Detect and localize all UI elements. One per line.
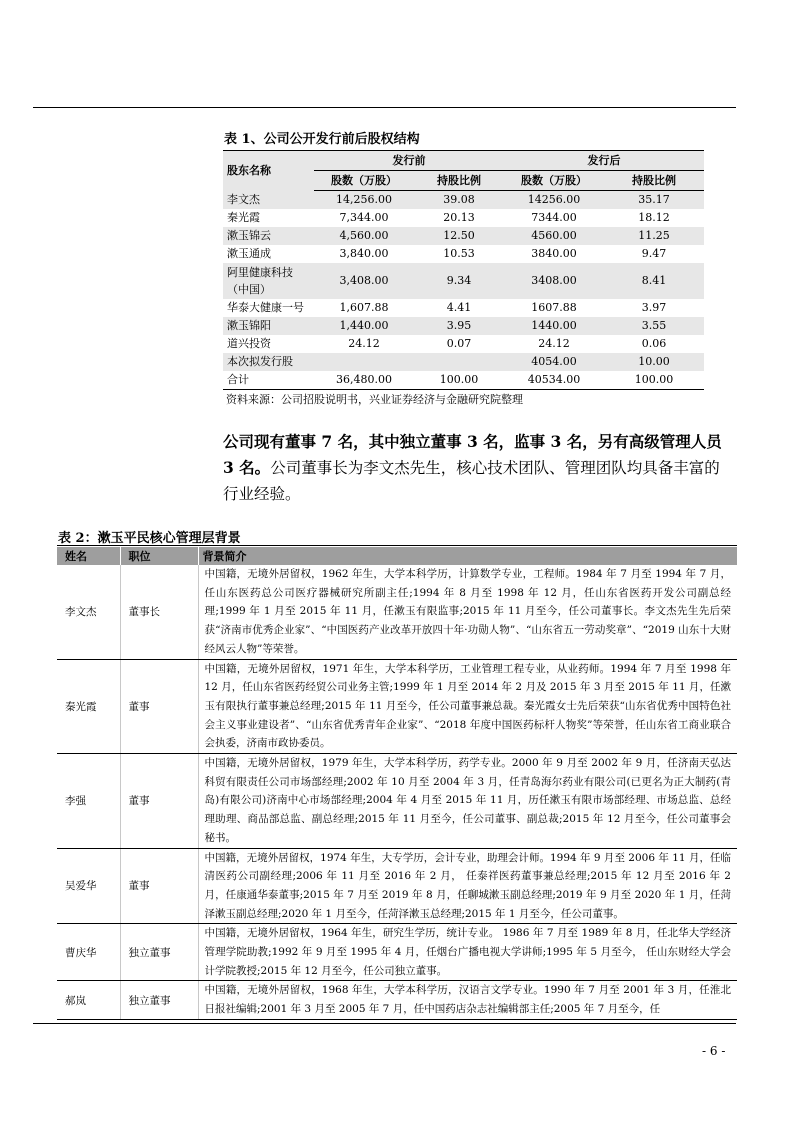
before-shares-cell: 1,607.88 bbox=[339, 301, 389, 314]
holder-name-cell: 秦光霞 bbox=[227, 211, 260, 224]
table1-header-row-1 bbox=[223, 151, 704, 171]
table2-header-row bbox=[57, 547, 737, 565]
summary-paragraph bbox=[223, 429, 723, 507]
footer-rule bbox=[33, 1023, 736, 1024]
before-shares-cell: 3,408.00 bbox=[314, 263, 414, 299]
member-background-cell: 中国籍，无境外居留权，1979 年生，大学本科学历，药学专业。2000 年 9 月至 2002 年 9 月，任济南天弘达科贸有限责任公司市场部经理;2002 年 10 月至 2004 年 3 月，任青岛海尔药业有限公司(已更名为正大制药(青岛)有限公司)济南中心市场部经理;2004 年 4 月至 2015 年 11 月，历任漱玉有限市场部经理、市场总监、总经理助理、商品部总监、副总经理;2015 年 11 月至今，任公司董事、副总裁;2015 年 12 月至今，任公司董事会秘书。 bbox=[198, 754, 737, 849]
table1-title: 表 1、公司公开发行前后股权结构 bbox=[224, 132, 420, 147]
holder-name-cell: 漱玉通成 bbox=[227, 247, 271, 260]
after-shares-cell: 14256.00 bbox=[504, 191, 604, 210]
table-row bbox=[223, 245, 704, 263]
summary-text: 公司董事长为李文杰先生，核心技术团队、管理团队均具备丰富的行业经验。 bbox=[223, 459, 720, 503]
table-row bbox=[223, 317, 704, 335]
member-background-cell: 中国籍，无境外居留权，1974 年生，大专学历，会计专业，助理会计师。1994 年 9 月至 2006 年 11 月，任临清医药公司副经理;2006 年 11 月至 2016 年 2 月， 任泰祥医药董事兼总经理;2015 年 12 月至 2016 年 2 月，任康通华泰董事;2015 年 7 月至 2019 年 8 月，任聊城漱玉副总经理;2019 年 9 月至 2020 年 1 月，任菏泽漱玉副总经理;2020 年 1 月至今，任菏泽漱玉总经理;2015 年 1 月至今，任公司董事。 bbox=[198, 848, 737, 924]
member-name-cell: 郝岚 bbox=[57, 981, 120, 1019]
after-shares-cell: 1440.00 bbox=[504, 317, 604, 335]
col-after-shares: 股数（万股） bbox=[504, 171, 604, 191]
after-shares-cell: 4054.00 bbox=[504, 353, 604, 371]
equity-structure-table bbox=[223, 150, 704, 390]
member-position-cell: 独立董事 bbox=[120, 981, 198, 1019]
after-ratio-cell: 3.97 bbox=[641, 301, 667, 314]
col-before-ratio: 持股比例 bbox=[414, 171, 504, 191]
before-shares-cell: 1,440.00 bbox=[314, 317, 414, 335]
after-ratio-cell: 10.00 bbox=[604, 353, 704, 371]
col-group-before: 发行前 bbox=[314, 151, 504, 171]
after-ratio-cell: 3.55 bbox=[604, 317, 704, 335]
summary-bold-text: 公司现有董事 7 名，其中独立董事 3 名，监事 3 名，另有高级管理人员 3 名。 bbox=[223, 432, 722, 477]
after-shares-cell: 3408.00 bbox=[504, 263, 604, 299]
member-position-cell: 董事 bbox=[120, 754, 198, 849]
holder-name-cell: 道兴投资 bbox=[227, 337, 271, 350]
after-shares-cell: 3840.00 bbox=[531, 247, 577, 260]
col-before-shares: 股数（万股） bbox=[314, 171, 414, 191]
after-ratio-cell: 100.00 bbox=[604, 371, 704, 390]
table-row bbox=[223, 335, 704, 353]
table1-source: 资料来源：公司招股说明书，兴业证券经济与金融研究院整理 bbox=[226, 393, 523, 406]
member-name-cell: 秦光霞 bbox=[57, 659, 120, 754]
holder-name-cell: 华泰大健康一号 bbox=[227, 301, 304, 314]
member-position-cell: 董事长 bbox=[120, 565, 198, 659]
after-ratio-cell: 8.41 bbox=[604, 263, 704, 299]
holder-name-cell: 漱玉锦云 bbox=[223, 227, 314, 245]
table-row bbox=[57, 754, 737, 849]
before-shares-cell: 3,840.00 bbox=[339, 247, 389, 260]
page-number: - 6 - bbox=[702, 1044, 726, 1058]
col-background: 背景简介 bbox=[198, 547, 737, 565]
after-ratio-cell: 35.17 bbox=[604, 191, 704, 210]
before-shares-cell: 14,256.00 bbox=[314, 191, 414, 210]
table2-top-rule bbox=[57, 545, 737, 546]
table-row bbox=[223, 191, 704, 210]
before-ratio-cell: 12.50 bbox=[414, 227, 504, 245]
member-position-cell: 董事 bbox=[120, 848, 198, 924]
holder-name-cell: 阿里健康科技（中国） bbox=[223, 263, 314, 299]
before-shares-cell bbox=[314, 353, 414, 371]
after-ratio-cell: 0.06 bbox=[641, 337, 667, 350]
before-ratio-cell: 3.95 bbox=[414, 317, 504, 335]
col-position: 职位 bbox=[120, 547, 198, 565]
member-background-cell: 中国籍，无境外居留权，1964 年生，研究生学历，统计专业。 1986 年 7 月至 1989 年 8 月，任北华大学经济管理学院助教;1992 年 9 月至 1995 年 4 月，任烟台广播电视大学讲师;1995 年 5 月至今， 任山东财经大学会计学院教授;2015 年 12 月至今，任公司独立董事。 bbox=[198, 924, 737, 981]
table-row bbox=[223, 263, 704, 299]
after-shares-cell: 24.12 bbox=[538, 337, 570, 350]
after-shares-cell: 7344.00 bbox=[531, 211, 577, 224]
member-name-cell: 李强 bbox=[57, 754, 120, 849]
member-background-cell: 中国籍，无境外居留权，1971 年生，大学本科学历，工业管理工程专业，从业药师。1994 年 7 月至 1998 年 12 月，任山东省医药经贸公司业务主管;1999 年 1 月至 2014 年 2 月及 2015 年 3 月至 2015 年 11 月，任漱玉有限执行董事兼总经理;2015 年 11 月至今，任公司董事兼总裁。秦光霞女士先后荣获“山东省优秀中国特色社会主义事业建设者”、“山东省优秀青年企业家”、“2018 年度中国医药标杆人物奖”等荣誉，任山东省工商业联合会执委，济南市政协委员。 bbox=[198, 659, 737, 754]
after-shares-cell: 4560.00 bbox=[504, 227, 604, 245]
table-row bbox=[57, 924, 737, 981]
holder-name-cell: 李文杰 bbox=[223, 191, 314, 210]
table-row bbox=[223, 299, 704, 317]
col-after-ratio: 持股比例 bbox=[604, 171, 704, 191]
table-row bbox=[223, 353, 704, 371]
member-position-cell: 独立董事 bbox=[120, 924, 198, 981]
before-ratio-cell: 0.07 bbox=[446, 337, 472, 350]
before-ratio-cell bbox=[414, 353, 504, 371]
member-name-cell: 李文杰 bbox=[57, 565, 120, 659]
before-ratio-cell: 9.34 bbox=[414, 263, 504, 299]
before-shares-cell: 24.12 bbox=[348, 337, 380, 350]
member-background-cell: 中国籍，无境外居留权，1962 年生，大学本科学历，计算数学专业，工程师。1984 年 7 月至 1994 年 7 月，任山东医药总公司医疗器械研究所副主任;1994 年 8 月至 1998 年 12 月，任山东省医药开发公司副总经理;1999 年 1 月至 2015 年 11 月，任漱玉有限监事;2015 年 11 月至今，任公司董事长。李文杰先生先后荣获“济南市优秀企业家”、“中国医药产业改革开放四十年·功勋人物”、“山东省五一劳动奖章”、“2019 山东十大财经风云人物”等荣誉。 bbox=[198, 565, 737, 659]
member-name-cell: 吴爱华 bbox=[57, 848, 120, 924]
after-shares-cell: 1607.88 bbox=[531, 301, 577, 314]
before-ratio-cell: 20.13 bbox=[443, 211, 475, 224]
col-name: 姓名 bbox=[57, 547, 120, 565]
management-table bbox=[57, 547, 737, 1020]
holder-name-cell: 合计 bbox=[223, 371, 314, 390]
table-row bbox=[57, 565, 737, 659]
before-ratio-cell: 39.08 bbox=[414, 191, 504, 210]
after-ratio-cell: 11.25 bbox=[604, 227, 704, 245]
table-row bbox=[57, 848, 737, 924]
after-ratio-cell: 9.47 bbox=[641, 247, 667, 260]
table-row bbox=[57, 981, 737, 1019]
table-row bbox=[57, 659, 737, 754]
table-row bbox=[223, 227, 704, 245]
header-rule bbox=[33, 107, 736, 108]
holder-name-cell: 本次拟发行股 bbox=[223, 353, 314, 371]
before-shares-cell: 7,344.00 bbox=[339, 211, 389, 224]
before-ratio-cell: 4.41 bbox=[446, 301, 472, 314]
before-ratio-cell: 10.53 bbox=[443, 247, 475, 260]
member-background-cell: 中国籍，无境外居留权，1968 年生，大学本科学历，汉语言文学专业。1990 年 7 月至 2001 年 3 月，任淮北日报社编辑;2001 年 3 月至 2005 年 7 月，任中国药店杂志社编辑部主任;2005 年 7 月至今，任 bbox=[198, 981, 737, 1019]
table-row bbox=[223, 209, 704, 227]
table-row bbox=[223, 371, 704, 390]
holder-name-cell: 漱玉锦阳 bbox=[223, 317, 314, 335]
before-shares-cell: 36,480.00 bbox=[314, 371, 414, 390]
member-name-cell: 曹庆华 bbox=[57, 924, 120, 981]
table2-title: 表 2：漱玉平民核心管理层背景 bbox=[58, 531, 241, 546]
after-shares-cell: 40534.00 bbox=[504, 371, 604, 390]
col-holder-name: 股东名称 bbox=[223, 151, 314, 191]
col-group-after: 发行后 bbox=[504, 151, 704, 171]
before-ratio-cell: 100.00 bbox=[414, 371, 504, 390]
before-shares-cell: 4,560.00 bbox=[314, 227, 414, 245]
member-position-cell: 董事 bbox=[120, 659, 198, 754]
after-ratio-cell: 18.12 bbox=[638, 211, 670, 224]
